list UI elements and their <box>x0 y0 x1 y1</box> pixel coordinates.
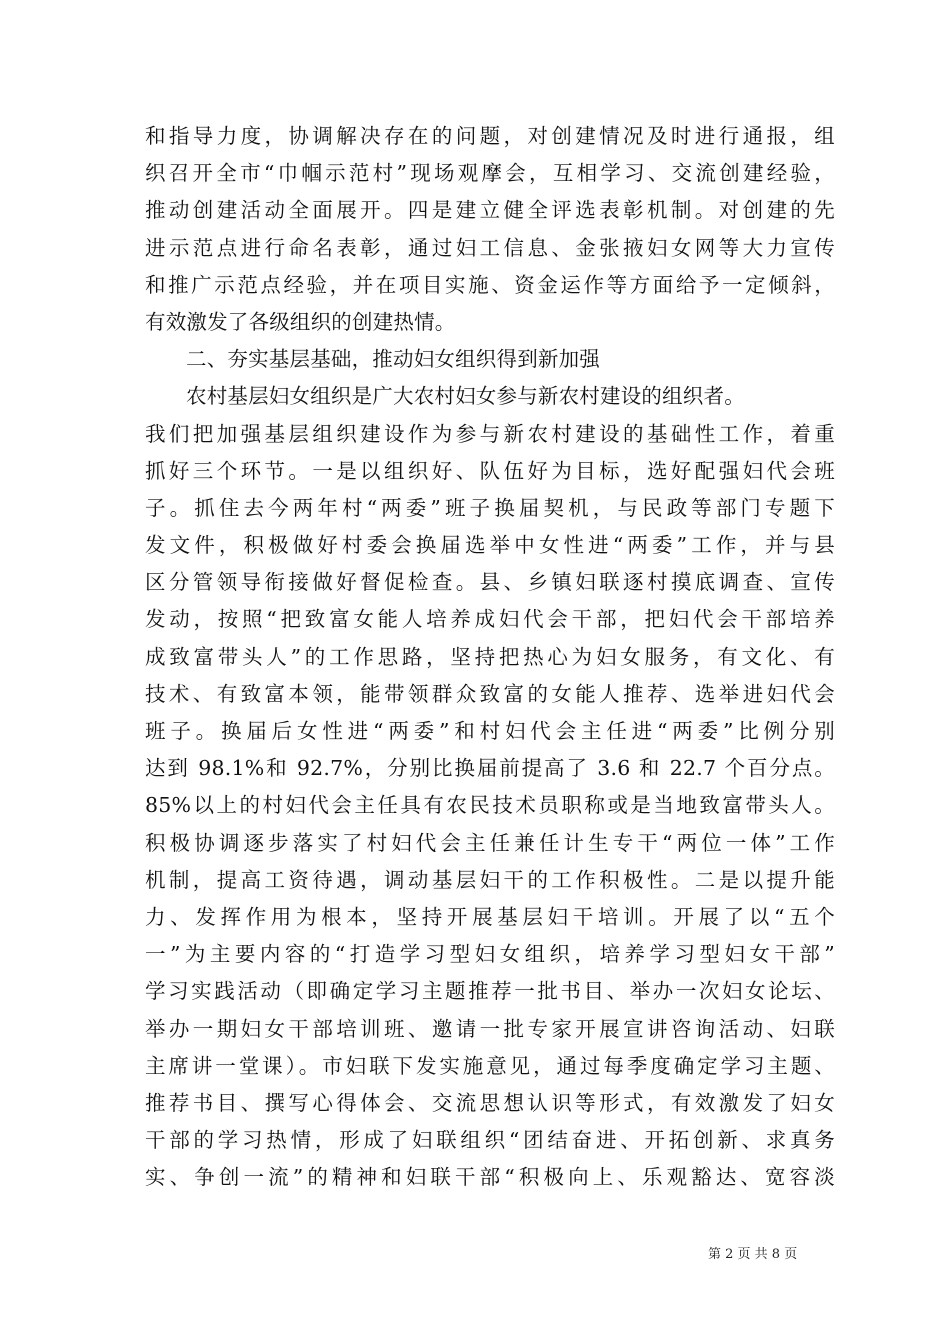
paragraph-first-line: 农村基层妇女组织是广大农村妇女参与新农村建设的组织者。 <box>186 384 745 409</box>
text-line: 和推广示范点经验，并在项目实施、资金运作等方面给予一定倾斜， <box>145 272 835 297</box>
page-number-footer: 第 2 页 共 8 页 <box>708 1247 798 1262</box>
text-line: 子。抓住去今两年村“两委”班子换届契机，与民政等部门专题下 <box>145 495 835 520</box>
text-line: 进示范点进行命名表彰，通过妇工信息、金张掖妇女网等大力宣传 <box>145 235 835 260</box>
text-line: 成致富带头人”的工作思路，坚持把热心为妇女服务，有文化、有 <box>145 644 835 669</box>
text-line: 和指导力度，协调解决存在的问题，对创建情况及时进行通报，组 <box>145 124 835 148</box>
text-line: 区分管领导衔接做好督促检查。县、乡镇妇联逐村摸底调查、宣传 <box>145 570 835 595</box>
text-line: 一”为主要内容的“打造学习型妇女组织，培养学习型妇女干部” <box>145 942 835 967</box>
body-text <box>145 118 835 1196</box>
text-line: 发动，按照“把致富女能人培养成妇代会干部，把妇代会干部培养 <box>145 607 835 632</box>
text-line: 班子。换届后女性进“两委”和村妇代会主任进“两委”比例分别 <box>145 719 835 743</box>
section-heading: 二、夯实基层基础，推动妇女组织得到新加强 <box>186 347 600 372</box>
text-line: 实、争创一流”的精神和妇联干部“积极向上、乐观豁达、宽容淡 <box>145 1165 835 1190</box>
text-line: 力、发挥作用为根本，坚持开展基层妇干培训。开展了以“五个 <box>145 904 835 929</box>
text-line: 干部的学习热情，形成了妇联组织“团结奋进、开拓创新、求真务 <box>145 1128 835 1153</box>
text-line: 学习实践活动（即确定学习主题推荐一批书目、举办一次妇女论坛、 <box>145 979 835 1004</box>
text-line: 85%以上的村妇代会主任具有农民技术员职称或是当地致富带头人。 <box>145 793 835 818</box>
text-line: 机制，提高工资待遇，调动基层妇干的工作积极性。二是以提升能 <box>145 867 835 892</box>
text-line: 积极协调逐步落实了村妇代会主任兼任计生专干“两位一体”工作 <box>145 830 835 855</box>
text-line: 主席讲一堂课）。市妇联下发实施意见，通过每季度确定学习主题、 <box>145 1053 835 1078</box>
text-line: 发文件，积极做好村委会换届选举中女性进“两委”工作，并与县 <box>145 533 835 558</box>
text-line: 有效激发了各级组织的创建热情。 <box>145 309 456 334</box>
text-line: 推动创建活动全面展开。四是建立健全评选表彰机制。对创建的先 <box>145 198 835 223</box>
text-line: 达到 98.1%和 92.7%，分别比换届前提高了 3.6 和 22.7 个百分点。 <box>145 756 835 781</box>
text-line: 技术、有致富本领，能带领群众致富的女能人推荐、选举进妇代会 <box>145 681 835 706</box>
text-line: 抓好三个环节。一是以组织好、队伍好为目标，选好配强妇代会班 <box>145 458 835 483</box>
text-line: 推荐书目、撰写心得体会、交流思想认识等形式，有效激发了妇女 <box>145 1090 835 1115</box>
text-line: 举办一期妇女干部培训班、邀请一批专家开展宣讲咨询活动、妇联 <box>145 1016 835 1041</box>
text-line: 织召开全市“巾帼示范村”现场观摩会，互相学习、交流创建经验， <box>145 161 835 186</box>
text-line: 我们把加强基层组织建设作为参与新农村建设的基础性工作，着重 <box>145 421 835 446</box>
